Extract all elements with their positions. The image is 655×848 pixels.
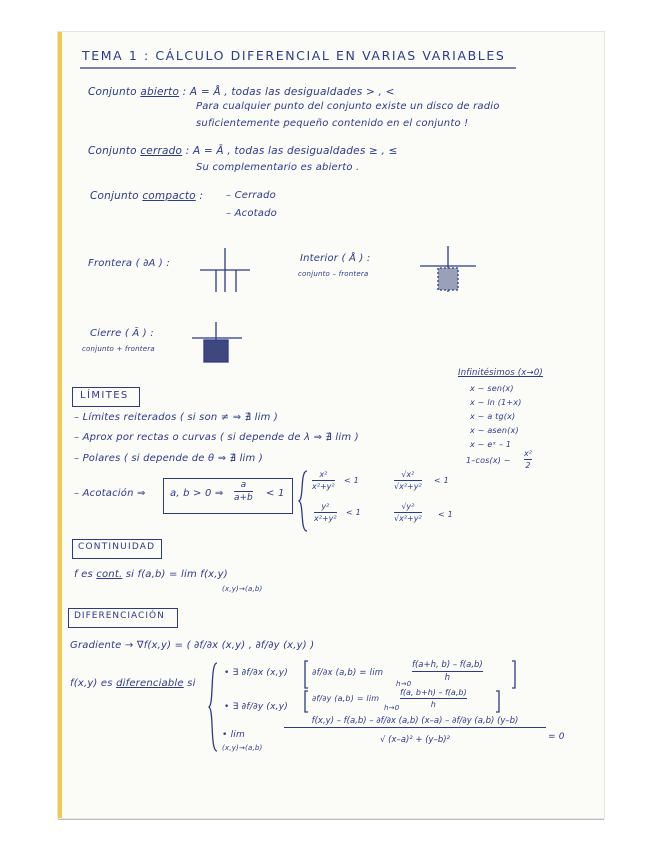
abierto-line <box>88 86 395 98</box>
cond-1-den: h <box>444 673 451 683</box>
abierto-line3: suficientemente pequeño contenido en el conjunto ! <box>196 118 469 129</box>
page-title: TEMA 1 : CÁLCULO DIFERENCIAL EN VARIAS VARIABLES <box>82 48 506 63</box>
inf-item-2: x ~ ln (1+x) <box>470 398 522 407</box>
ineq-3-num: y² <box>321 502 330 511</box>
acotacion-fraction <box>234 480 253 503</box>
abierto-line2: Para cualquier punto del conjunto existe un disco de radio <box>196 101 500 112</box>
limites-item-1: – Límites reiterados ( si son ≠ ⇒ ∄ lim ) <box>74 412 279 423</box>
cierre-label: Cierre ( Ā ) : <box>90 328 154 339</box>
continuidad-sub: (x,y)→(a,b) <box>222 585 263 593</box>
acot-den: a+b <box>234 493 253 503</box>
ineq-1-den: x²+y² <box>312 482 335 491</box>
cond-2: • ∃ ∂f/∂y (x,y) <box>224 702 288 712</box>
title-underline <box>80 66 520 70</box>
cond-1-lim: h→0 <box>396 680 412 688</box>
ineq-3-tail: < 1 <box>346 508 361 517</box>
cerrado-head: Conjunto <box>88 145 137 157</box>
cond-1-fraction <box>412 660 483 683</box>
frontera-label: Frontera ( ∂A ) : <box>88 258 170 269</box>
cond-2-fraction <box>400 688 467 709</box>
abierto-def: : A = Å , todas las desigualdades > , < <box>182 86 395 98</box>
interior-sub: conjunto – frontera <box>298 270 369 278</box>
cond-3-den: √ (x–a)² + (y–b)² <box>380 735 450 745</box>
cond-1-num: f(a+h, b) – f(a,b) <box>412 660 483 670</box>
acot-bar <box>234 491 253 492</box>
cond-2-def: ∂f/∂y (a,b) = lim <box>312 694 380 703</box>
cerrado-line <box>88 145 398 157</box>
ineq-2-num: √x² <box>401 470 415 479</box>
ineq-2-tail: < 1 <box>434 476 449 485</box>
interior-sketch <box>420 246 476 296</box>
acot-num: a <box>240 480 247 490</box>
compacto-term: compacto <box>142 190 196 202</box>
cierre-sketch <box>192 322 242 366</box>
inf-fraction <box>524 449 532 470</box>
cerrado-line2: Su complementario es abierto . <box>196 162 360 173</box>
limites-item-3: – Polares ( si depende de θ ⇒ ∄ lim ) <box>74 453 263 464</box>
frontera-sketch <box>200 248 250 300</box>
compacto-sep: : <box>199 190 204 202</box>
inf-item-6: 1–cos(x) ~ <box>466 456 511 465</box>
cond-3-tail: = 0 <box>548 732 565 742</box>
ineq-4-bar <box>394 512 422 513</box>
infinitesimos-title: Infinitésimos (x→0) <box>458 368 543 378</box>
dif-lhs-pre: f(x,y) es <box>70 678 113 689</box>
compacto-line <box>90 190 203 202</box>
compacto-head: Conjunto <box>90 190 139 202</box>
cond-1-bar <box>412 671 483 672</box>
diferenciable-line <box>70 678 196 689</box>
inf-item-4: x ~ asen(x) <box>470 426 519 435</box>
acotacion-tail: < 1 <box>266 488 285 499</box>
limites-item-2: – Aprox por rectas o curvas ( si depende de λ ⇒ ∄ lim ) <box>74 432 359 443</box>
ineq-4-num: √y² <box>401 502 415 511</box>
cont-post: si f(a,b) = lim f(x,y) <box>125 569 228 580</box>
cond-3: • lim <box>222 730 245 740</box>
ineq-1 <box>312 470 335 491</box>
cierre-sub: conjunto + frontera <box>82 345 155 353</box>
ineq-2 <box>394 470 422 491</box>
cerrado-def: : A = Ā , todas las desigualdades ≥ , ≤ <box>185 145 398 157</box>
compacto-item2: – Acotado <box>226 208 277 219</box>
ineq-1-tail: < 1 <box>344 476 359 485</box>
cond-1: • ∃ ∂f/∂x (x,y) <box>224 668 288 678</box>
inf-frac-den: 2 <box>525 461 531 470</box>
cond-3-num: f(x,y) – f(a,b) – ∂f/∂x (a,b) (x–a) – ∂f/∂y (a,b) (y–b) <box>311 716 519 726</box>
continuidad-header: CONTINUIDAD <box>78 542 156 552</box>
ineq-4 <box>394 502 422 523</box>
ineq-4-den: √x²+y² <box>394 514 422 523</box>
ineq-3 <box>314 502 337 523</box>
inf-frac-bar <box>524 459 532 460</box>
dif-brace <box>208 662 218 752</box>
compacto-item1: – Cerrado <box>226 190 276 201</box>
cond-3-bar <box>284 727 546 728</box>
continuidad-line <box>74 569 228 580</box>
inf-item-1: x ~ sen(x) <box>470 384 514 393</box>
cond-2-den: h <box>430 700 436 709</box>
acotacion-box-text: a, b > 0 ⇒ <box>170 488 224 499</box>
abierto-term: abierto <box>140 86 180 98</box>
ineq-2-den: √x²+y² <box>394 482 422 491</box>
ineq-3-bar <box>314 512 337 513</box>
cond-3-sub: (x,y)→(a,b) <box>222 744 263 752</box>
cerrado-term: cerrado <box>140 145 183 157</box>
gradiente-line: Gradiente → ∇f(x,y) = ( ∂f/∂x (x,y) , ∂f/∂y (x,y) ) <box>70 640 315 651</box>
diferenciacion-header: DIFERENCIACIÓN <box>74 611 165 621</box>
inf-item-3: x ~ a tg(x) <box>470 412 516 421</box>
cont-pre: f es <box>74 569 93 580</box>
cond-1-def: ∂f/∂x (a,b) = lim <box>312 668 384 678</box>
dif-lhs-post: si <box>187 678 196 689</box>
cond-2-num: f(a, b+h) – f(a,b) <box>400 688 467 697</box>
ineq-1-bar <box>312 480 335 481</box>
abierto-head: Conjunto <box>88 86 137 98</box>
limites-header: LÍMITES <box>80 390 129 401</box>
ineq-1-num: x² <box>319 470 328 479</box>
dif-lhs-term: diferenciable <box>116 678 184 689</box>
interior-label: Interior ( Å ) : <box>300 253 371 264</box>
ineq-4-tail: < 1 <box>438 510 453 519</box>
cond-2-bar <box>400 698 467 699</box>
ineq-3-den: x²+y² <box>314 514 337 523</box>
ineq-brace <box>298 470 308 532</box>
cond-2-lim: h→0 <box>384 704 400 712</box>
inf-frac-num: x² <box>524 449 532 458</box>
acotacion-label: – Acotación ⇒ <box>74 488 146 499</box>
inf-item-5: x ~ eˣ – 1 <box>470 440 512 449</box>
cond-3-fraction <box>284 716 546 745</box>
ineq-2-bar <box>394 480 422 481</box>
cont-term: cont. <box>96 569 123 580</box>
